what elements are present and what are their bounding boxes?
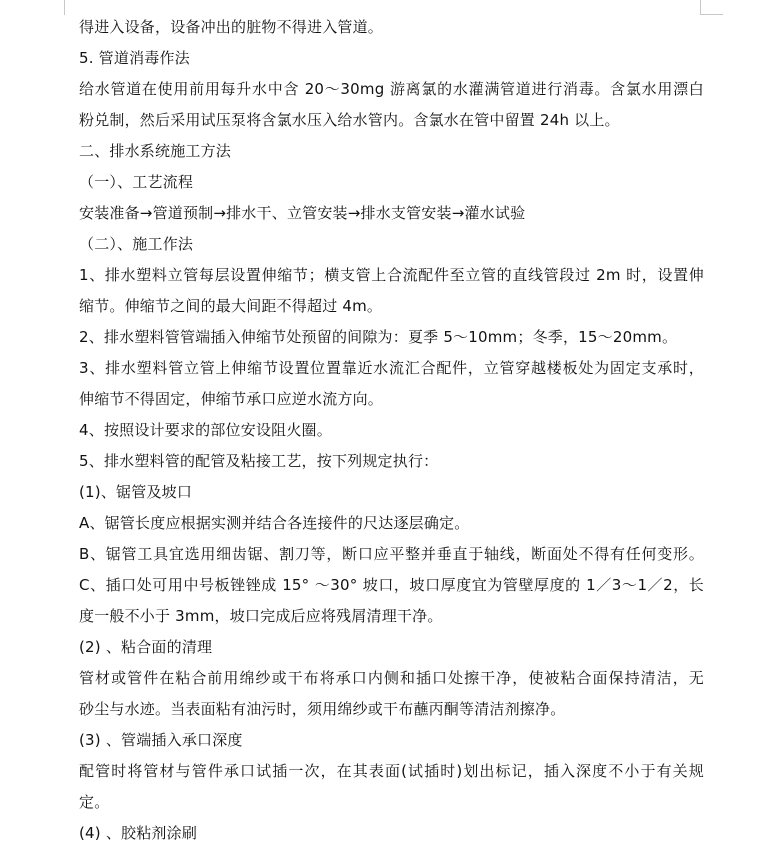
paragraph-line: 伸缩节不得固定，伸缩节承口应逆水流方向。 — [79, 390, 384, 408]
item-heading: (2) 、粘合面的清理 — [79, 638, 213, 656]
paragraph-line: 配管时将管材与管件承口试插一次，在其表面(试插时)划出标记，插入深度不小于有关规 — [79, 762, 704, 780]
paragraph-line: 4、按照设计要求的部位安设阻火圈。 — [79, 421, 332, 439]
paragraph-line: 砂尘与水迹。当表面粘有油污时，须用绵纱或干布蘸丙酮等清洁剂擦净。 — [79, 700, 566, 718]
paragraph-line: 5、排水塑料管的配管及粘接工艺，按下列规定执行： — [79, 452, 439, 470]
paragraph-line: 缩节。伸缩节之间的最大间距不得超过 4m。 — [79, 297, 383, 315]
item-heading: (1)、锯管及坡口 — [79, 483, 193, 501]
paragraph-line: 3、排水塑料管立管上伸缩节设置位置靠近水流汇合配件，立管穿越楼板处为固定支承时， — [79, 359, 704, 377]
item-heading: (3) 、管端插入承口深度 — [79, 731, 243, 749]
paragraph-line: 管材或管件在粘合前用绵纱或干布将承口内侧和插口处擦干净，使被粘合面保持清洁，无 — [79, 669, 704, 687]
paragraph-line: 定。 — [79, 793, 110, 811]
paragraph-line: 1、排水塑料立管每层设置伸缩节；横支管上合流配件至立管的直线管段过 2m 时，设置伸 — [79, 266, 704, 284]
subsection-heading: （二）、施工作法 — [79, 235, 194, 253]
document-body — [79, 12, 704, 849]
paragraph-line: 得进入设备，设备冲出的脏物不得进入管道。 — [79, 18, 384, 36]
item-heading: (4) 、胶粘剂涂刷 — [79, 824, 198, 842]
process-flow-line: 安装准备→管道预制→排水干、立管安装→排水支管安装→灌水试验 — [79, 204, 526, 222]
section-heading: 二、排水系统施工方法 — [79, 142, 232, 160]
subsection-heading: （一）、工艺流程 — [79, 173, 194, 191]
paragraph-line: 2、排水塑料管管端插入伸缩节处预留的间隙为：夏季 5～10mm；冬季，15～20mm。 — [79, 328, 678, 346]
paragraph-line: C、插口处可用中号板锉锉成 15° ～30° 坡口，坡口厚度宜为管壁厚度的 1／3～1／2，长 — [79, 576, 704, 594]
section-heading: 5. 管道消毒作法 — [79, 49, 190, 67]
paragraph-line: B、锯管工具宜选用细齿锯、割刀等，断口应平整并垂直于轴线，断面处不得有任何变形。 — [79, 545, 704, 563]
paragraph-line: A、锯管长度应根据实测并结合各连接件的尺达逐层确定。 — [79, 514, 470, 532]
paragraph-line: 度一般不小于 3mm，坡口完成后应将残屑清理干净。 — [79, 607, 443, 625]
paragraph-line: 粉兑制，然后采用试压泵将含氯水压入给水管内。含氯水在管中留置 24h 以上。 — [79, 111, 620, 129]
page-corner-mark-left — [64, 0, 65, 15]
paragraph-line: 给水管道在使用前用每升水中含 20～30mg 游离氯的水灌满管道进行消毒。含氯水用漂白 — [79, 80, 704, 98]
